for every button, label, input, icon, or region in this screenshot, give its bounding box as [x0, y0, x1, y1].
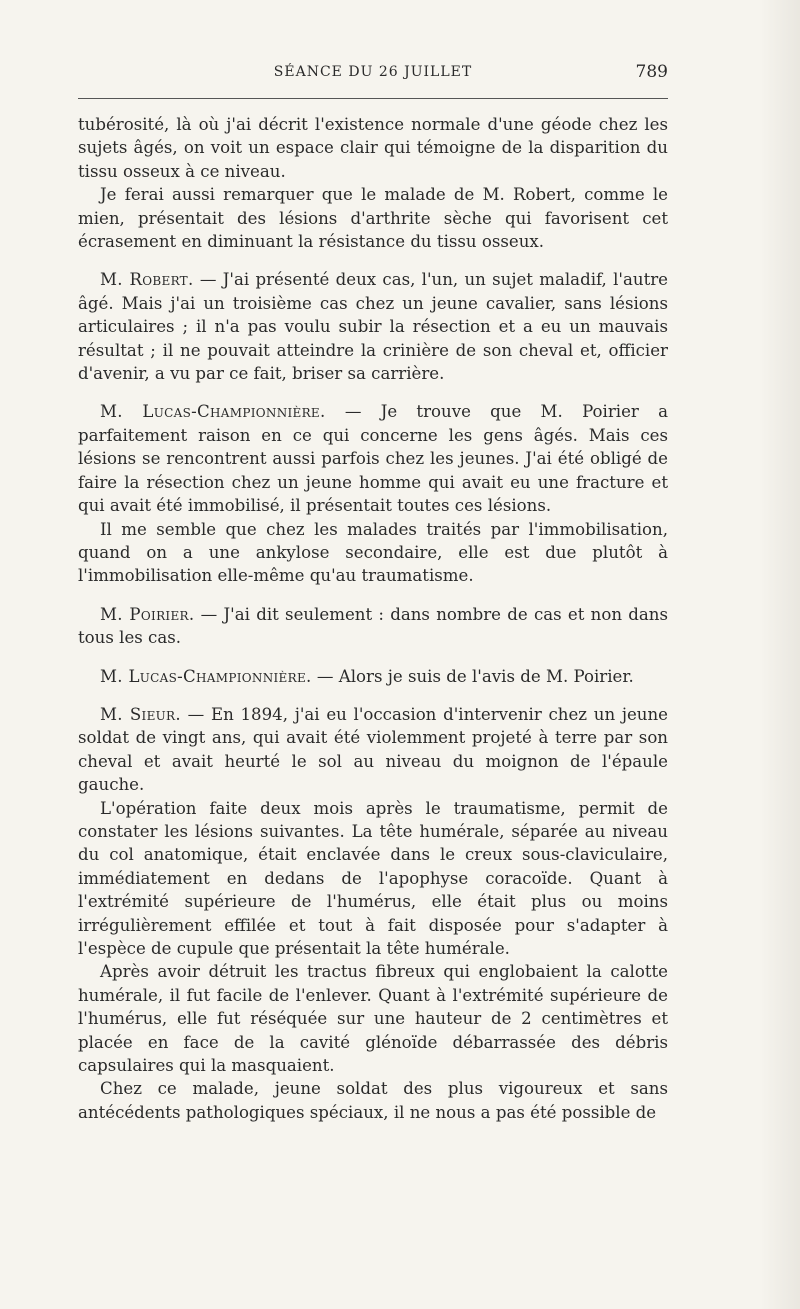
header-rule	[78, 98, 668, 99]
speech-paragraph	[78, 268, 668, 385]
paragraph-text: Chez ce malade, jeune soldat des plus vigoureux et sans antécédents pathologiques spéciaux, il ne nous a pas été possible de	[78, 1079, 668, 1122]
page-number: 789	[635, 62, 668, 82]
speech-paragraph	[78, 703, 668, 797]
speech-paragraph	[78, 400, 668, 517]
paragraph	[78, 960, 668, 1077]
page-edge-shading	[760, 0, 800, 1309]
paragraph-text: Après avoir détruit les tractus fibreux qui englobaient la calotte humérale, il fut facile de l'enlever. Quant à l'extrémité supérieure de l'humérus, elle fut réséquée sur une hauteur de 2 centimètres et placée en face de la cavité glénoïde débarrassée des débris capsulaires qui la masquaient.	[78, 962, 668, 1076]
speaker-name: M. Robert.	[100, 270, 194, 290]
paragraph	[78, 1077, 668, 1124]
paragraph-text: — En 1894, j'ai eu l'occasion d'intervenir chez un jeune soldat de vingt ans, qui avait été violemment projeté à terre par son cheval et avait heurté le sol au niveau du moignon de l'épaule gauche.	[78, 704, 668, 795]
paragraph-text: — J'ai présenté deux cas, l'un, un sujet maladif, l'autre âgé. Mais j'ai un troisième cas chez un jeune cavalier, sans lésions articulaires ; il n'a pas voulu subir la résection et a eu un mauvais résultat ; il ne pouvait atteindre la crinière de son cheval et, officier d'avenir, a vu par ce fait, briser sa carrière.	[78, 270, 668, 384]
paragraph-text: Je ferai aussi remarquer que le malade de M. Robert, comme le mien, présentait des lésions d'arthrite sèche qui favorisent cet écrasement en diminuant la résistance du tissu osseux.	[78, 185, 668, 252]
paragraph-text: — Je trouve que M. Poirier a parfaitement raison en ce qui concerne les gens âgés. Mais ces lésions se rencontrent aussi parfois chez les jeunes. J'ai été obligé de faire la résection chez un jeune homme qui avait eu une fracture et qui avait été immobilisé, il présentait toutes ces lésions.	[78, 402, 668, 516]
paragraph	[78, 797, 668, 961]
speaker-name: M. Lucas-Championnière.	[100, 666, 312, 686]
paragraph-text: — J'ai dit seulement : dans nombre de cas et non dans tous les cas.	[78, 604, 668, 648]
paragraph-text: Il me semble que chez les malades traités par l'immobilisation, quand on a une ankylose secondaire, elle est due plutôt à l'immobilisation elle-même qu'au traumatisme.	[78, 519, 668, 586]
page	[78, 60, 668, 1124]
paragraph	[78, 518, 668, 588]
speaker-name: M. Sieur.	[100, 704, 181, 724]
speaker-name: M. Lucas-Championnière.	[100, 402, 326, 422]
paragraph	[78, 183, 668, 253]
speaker-name: M. Poirier.	[100, 604, 195, 624]
running-head	[78, 60, 668, 88]
running-title: SÉANCE DU 26 JUILLET	[273, 64, 473, 80]
page-body	[78, 113, 668, 1124]
paragraph-text: L'opération faite deux mois après le traumatisme, permit de constater les lésions suivantes. La tête humérale, séparée au niveau du col anatomique, était enclavée dans le creux sous-claviculaire, immédiatement en dedans de l'apophyse coracoïde. Quant à l'extrémité supérieure de l'humérus, elle était plus ou moins irrégulièrement effilée et tout à fait disposée pour s'adapter à l'espèce de cupule que présentait la tête humérale.	[78, 798, 668, 958]
paragraph-text: — Alors je suis de l'avis de M. Poirier.	[311, 666, 634, 686]
paragraph-text: tubérosité, là où j'ai décrit l'existence normale d'une géode chez les sujets âgés, on voit un espace clair qui témoigne de la disparition du tissu osseux à ce niveau.	[78, 115, 668, 181]
speech-paragraph	[78, 665, 668, 688]
speech-paragraph	[78, 603, 668, 650]
paragraph	[78, 113, 668, 183]
